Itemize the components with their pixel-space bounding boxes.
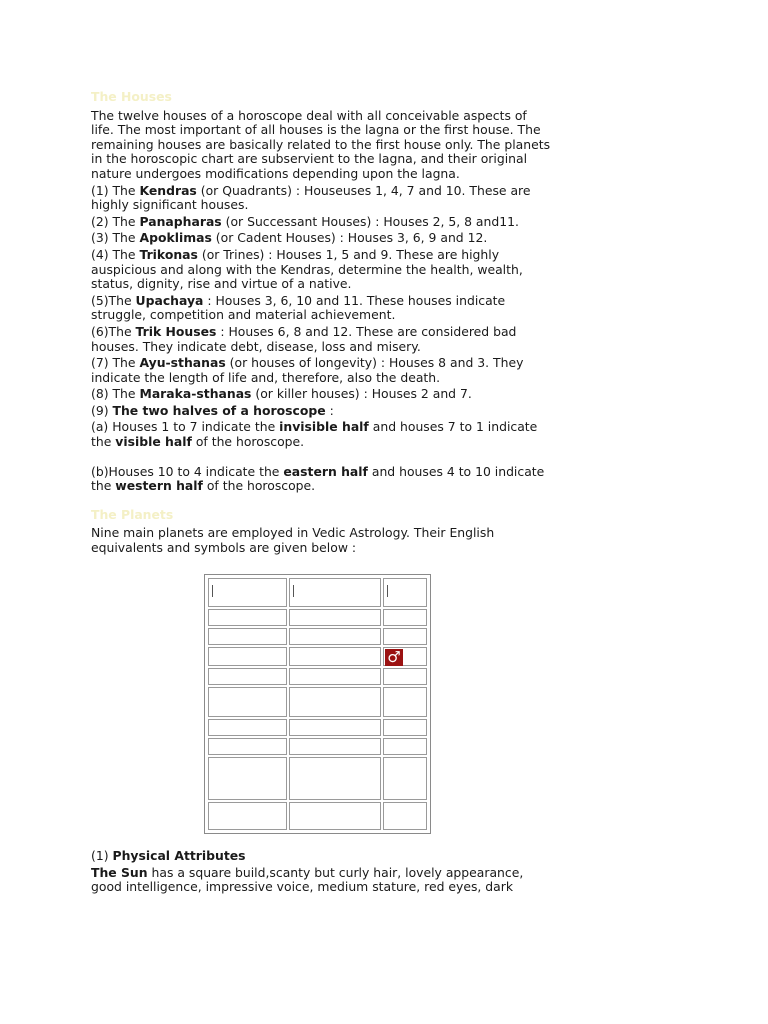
house-item: (3) The Apoklimas (or Cadent Houses) : Houses 3, 6, 9 and 12. <box>91 230 488 246</box>
house-item: (6)The Trik Houses : Houses 6, 8 and 12. These are considered bad houses. They indicate debt, disease, loss and misery. <box>91 323 517 354</box>
house-item: (5)The Upachaya : Houses 3, 6, 10 and 11. These houses indicate struggle, competition and material achievement. <box>91 292 506 323</box>
table-cell <box>289 687 381 717</box>
table-cell <box>208 719 287 736</box>
physical-attributes-section <box>91 849 551 897</box>
mars-symbol-icon: ♂ <box>385 649 403 666</box>
table-cell <box>289 802 381 830</box>
table-cell <box>289 738 381 755</box>
house-item: (8) The Maraka-sthanas (or killer houses) : Houses 2 and 7. <box>91 386 472 402</box>
table-cell <box>383 738 427 755</box>
table-cell <box>208 738 287 755</box>
table-cell <box>289 757 381 800</box>
house-item: (2) The Panapharas (or Successant Houses) : Houses 2, 5, 8 and11. <box>91 213 519 229</box>
table-cell <box>383 647 427 666</box>
table-cell <box>289 647 381 666</box>
house-item: (1) The Kendras (or Quadrants) : Houseuses 1, 4, 7 and 10. These are highly significant houses. <box>91 182 531 213</box>
house-item: (9) The two halves of a horoscope : <box>91 402 334 418</box>
table-cell <box>383 628 427 645</box>
table-cell <box>208 668 287 685</box>
sun-description: The Sun has a square build,scanty but curly hair, lovely appearance, good intelligence, impressive voice, medium stature, red eyes, dark <box>91 864 524 895</box>
planets-intro: Nine main planets are employed in Vedic Astrology. Their English equivalents and symbols are given below : <box>91 525 495 556</box>
table-cell <box>208 647 287 666</box>
table-cell <box>289 668 381 685</box>
house-item: (4) The Trikonas (or Trines) : Houses 1, 5 and 9. These are highly auspicious and along with the Kendras, determine the health, wealth, status, dignity, rise and virtue of a native. <box>91 246 523 292</box>
table-cell <box>383 668 427 685</box>
table-cell <box>383 757 427 800</box>
table-cell <box>383 802 427 830</box>
half-b-paragraph: (b)Houses 10 to 4 indicate the eastern half and houses 4 to 10 indicate the western half of the horoscope. <box>91 463 545 494</box>
houses-intro: The twelve houses of a horoscope deal with all conceivable aspects of life. The most important of all houses is the lagna or the first house. The remaining houses are basically related to the first house only. The planets in the horoscopic chart are subservient to the lagna, and their original nature undergoes modifications depending upon the lagna. <box>91 107 551 181</box>
houses-heading: The Houses <box>91 89 172 104</box>
planets-table <box>204 574 431 834</box>
table-cell <box>289 719 381 736</box>
table-cell <box>289 628 381 645</box>
table-cell <box>208 687 287 717</box>
document-body <box>91 90 551 558</box>
table-cell <box>208 757 287 800</box>
table-cell <box>383 687 427 717</box>
table-cell <box>208 628 287 645</box>
table-cell <box>289 609 381 626</box>
table-cell <box>289 578 381 607</box>
planets-heading: The Planets <box>91 506 174 522</box>
house-item: (7) The Ayu-sthanas (or houses of longevity) : Houses 8 and 3. They indicate the length of life and, therefore, also the death. <box>91 355 524 385</box>
table-cell <box>208 609 287 626</box>
physical-attributes-heading: (1) Physical Attributes <box>91 848 246 863</box>
table-cell <box>383 578 427 607</box>
half-a-paragraph: (a) Houses 1 to 7 indicate the invisible half and houses 7 to 1 indicate the visible half of the horoscope. <box>91 419 538 450</box>
table-cell <box>383 719 427 736</box>
table-cell <box>383 609 427 626</box>
house-list <box>91 184 551 419</box>
table-cell <box>208 802 287 830</box>
table-cell <box>208 578 287 607</box>
